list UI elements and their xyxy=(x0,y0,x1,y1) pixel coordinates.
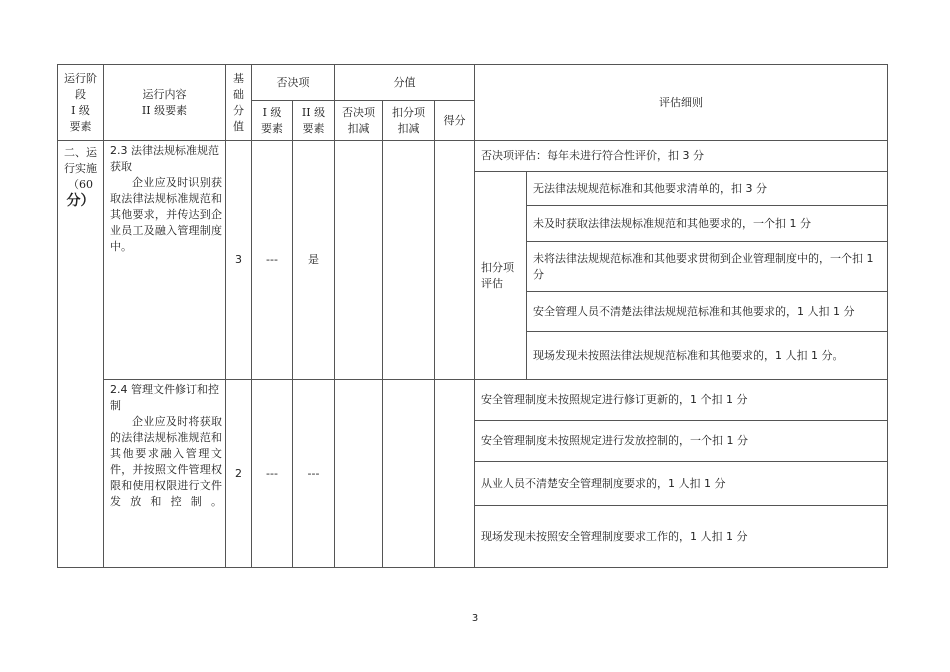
section-veto-deduct xyxy=(335,380,383,568)
section-veto-l2: 是 xyxy=(293,141,335,380)
header-content: 运行内容 II 级要素 xyxy=(104,65,226,141)
header-got: 得分 xyxy=(435,101,475,141)
criteria-rule: 现场发现未按照法律法规规范标准和其他要求的，1 人扣 1 分。 xyxy=(527,332,888,380)
section-title: 2.3 法律法规标准规范获取 xyxy=(110,144,219,173)
header-veto: 否决项 xyxy=(252,65,335,101)
veto-rule: 否决项评估：每年未进行符合性评价，扣 3 分 xyxy=(475,141,888,172)
page-number: 3 xyxy=(471,613,479,624)
criteria-rule: 安全管理人员不清楚法律法规规范标准和其他要求的，1 人扣 1 分 xyxy=(527,292,888,332)
stage-score-suffix: 分） xyxy=(66,193,95,209)
section-point-deduct xyxy=(383,380,435,568)
section-veto-l1: --- xyxy=(252,380,293,568)
header-stage: 运行阶 段 I 级 要素 xyxy=(58,65,104,141)
section-point-deduct xyxy=(383,141,435,380)
section-2-3-content xyxy=(104,141,226,380)
criteria-rule: 未及时获取法律法规标准规范和其他要求的，一个扣 1 分 xyxy=(527,206,888,242)
criteria-rule: 未将法律法规规范标准和其他要求贯彻到企业管理制度中的，一个扣 1 分 xyxy=(527,242,888,292)
stage-name: 二、运 行实施 （60 xyxy=(64,146,97,191)
section-veto-deduct xyxy=(335,141,383,380)
stage-cell xyxy=(58,141,104,568)
section-title: 2.4 管理文件修订和控制 xyxy=(110,383,219,412)
section-2-4-content xyxy=(104,380,226,568)
deduct-label: 扣分项 评估 xyxy=(475,172,527,380)
header-veto-deduct: 否决项 扣减 xyxy=(335,101,383,141)
criteria-rule: 现场发现未按照安全管理制度要求工作的，1 人扣 1 分 xyxy=(475,506,888,568)
evaluation-table xyxy=(57,64,888,568)
header-score: 分值 xyxy=(335,65,475,101)
criteria-rule: 从业人员不清楚安全管理制度要求的，1 人扣 1 分 xyxy=(475,462,888,506)
section-got xyxy=(435,141,475,380)
header-veto-l1: I 级 要素 xyxy=(252,101,293,141)
section-veto-l2: --- xyxy=(293,380,335,568)
header-criteria: 评估细则 xyxy=(475,65,888,141)
section-base: 3 xyxy=(226,141,252,380)
header-veto-l2: II 级 要素 xyxy=(293,101,335,141)
section-desc: 企业应及时将获取的法律法规标准规范和其他要求融入管理文件，并按照文件管理权限和使用权限进行文件发放和控制。 xyxy=(110,415,222,508)
section-base: 2 xyxy=(226,380,252,568)
criteria-rule: 安全管理制度未按照规定进行修订更新的，1 个扣 1 分 xyxy=(475,380,888,421)
header-point-deduct: 扣分项 扣减 xyxy=(383,101,435,141)
section-veto-l1: --- xyxy=(252,141,293,380)
section-got xyxy=(435,380,475,568)
criteria-rule: 安全管理制度未按照规定进行发放控制的，一个扣 1 分 xyxy=(475,421,888,462)
criteria-rule: 无法律法规规范标准和其他要求清单的，扣 3 分 xyxy=(527,172,888,206)
section-desc: 企业应及时识别获取法律法规标准规范和其他要求，并传达到企业员工及融入管理制度中。 xyxy=(110,176,222,253)
header-base: 基 础 分 值 xyxy=(226,65,252,141)
